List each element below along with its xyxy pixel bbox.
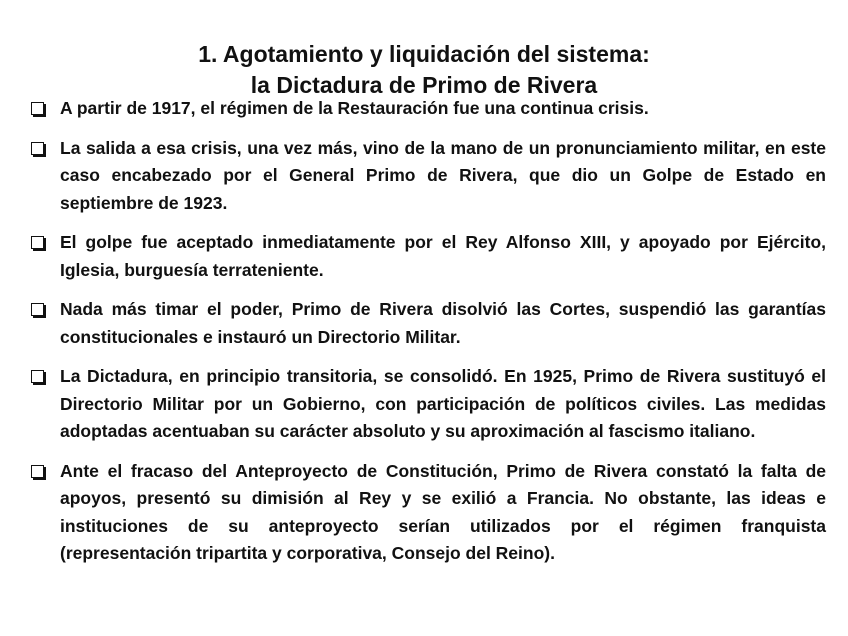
- checkbox-bullet-icon: [31, 465, 44, 478]
- checkbox-bullet-icon: [31, 303, 44, 316]
- checkbox-bullet-icon: [31, 370, 44, 383]
- title-line-2: la Dictadura de Primo de Rivera: [250, 72, 598, 99]
- bullet-item: [30, 458, 826, 568]
- bullet-text: A partir de 1917, el régimen de la Restauración fue una continua crisis.: [60, 98, 649, 118]
- bullet-text: La salida a esa crisis, una vez más, vino de la mano de un pronunciamiento militar, en este caso encabezado por el General Primo de Rivera, que dio un Golpe de Estado en septiembre de 1923.: [60, 137, 826, 213]
- bullet-list: [30, 95, 826, 580]
- bullet-item: [30, 229, 826, 284]
- slide-title: [0, 39, 848, 101]
- bullet-item: [30, 95, 826, 123]
- title-line-1: 1. Agotamiento y liquidación del sistema:: [198, 41, 650, 68]
- checkbox-bullet-icon: [31, 102, 44, 115]
- bullet-text: La Dictadura, en principio transitoria, se consolidó. En 1925, Primo de Rivera sustituyó el Directorio Militar por un Gobierno, con participación de políticos civiles. Las medidas adoptadas acentuaban su carácter absoluto y su aproximación al fascismo italiano.: [60, 366, 826, 441]
- bullet-item: [30, 363, 826, 446]
- checkbox-bullet-icon: [31, 142, 44, 155]
- bullet-text: Ante el fracaso del Anteproyecto de Constitución, Primo de Rivera constató la falta de apoyos, presentó su dimisión al Rey y se exilió a Francia. No obstante, las ideas e instituciones de su anteproyecto serían utilizados por el régimen franquista (representación tripartita y corporativa, Consejo del Reino).: [60, 460, 826, 563]
- bullet-item: [30, 296, 826, 351]
- bullet-item: [30, 135, 826, 218]
- bullet-text: Nada más timar el poder, Primo de Rivera disolvió las Cortes, suspendió las garantías constitucionales e instauró un Directorio Militar.: [60, 299, 826, 347]
- bullet-text: El golpe fue aceptado inmediatamente por el Rey Alfonso XIII, y apoyado por Ejército, Iglesia, burguesía terrateniente.: [60, 232, 826, 280]
- checkbox-bullet-icon: [31, 236, 44, 249]
